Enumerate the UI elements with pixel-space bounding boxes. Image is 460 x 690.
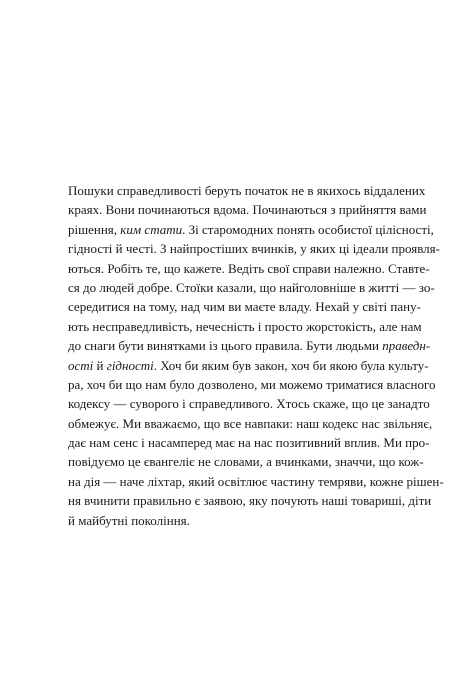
- text-segment: ня вчинити правильно є заявою, яку почують наші товариші, діти: [68, 493, 432, 509]
- italic-text: ким стати: [120, 221, 183, 237]
- text-segment: . Хоч би яким був закон, хоч би якою була культу-: [153, 357, 429, 373]
- text-line: [68, 414, 433, 433]
- text-segment: дає нам сенс і насамперед має на нас позитивний вплив. Ми про-: [68, 435, 430, 451]
- text-line: [68, 394, 430, 413]
- text-line: [68, 200, 427, 219]
- text-segment: кодексу — суворого і справедливого. Хтось скаже, що це занадто: [68, 396, 430, 412]
- text-line: [68, 317, 422, 336]
- text-segment: середитися на тому, над чим ви маєте владу. Нехай у світі пану-: [68, 299, 421, 315]
- text-line: [68, 375, 436, 394]
- text-segment: й майбутні покоління.: [68, 512, 190, 528]
- text-segment: й: [93, 357, 107, 373]
- text-segment: рішення,: [68, 221, 121, 237]
- italic-text: праведн-: [382, 338, 431, 354]
- italic-text: гідності: [106, 357, 154, 373]
- text-line: [68, 278, 435, 297]
- text-segment: до снаги бути винятками із цього правила. Бути людьми: [68, 338, 383, 354]
- text-segment: на дія — наче ліхтар, який освітлює частину темряви, кожне рішен-: [68, 473, 444, 489]
- italic-text: ості: [68, 357, 94, 373]
- text-segment: повідуємо це євангеліє не словами, а вчинками, значчи, що кож-: [68, 454, 424, 470]
- text-segment: Пошуки справедливості беруть початок не в якихось віддалених: [68, 183, 426, 198]
- text-segment: ра, хоч би що нам було дозволено, ми можемо триматися власного: [68, 376, 436, 392]
- text-segment: ються. Робіть те, що кажете. Ведіть свої справи належно. Ставте-: [68, 260, 430, 276]
- text-line: [68, 239, 440, 258]
- text-segment: обмежує. Ми вважаємо, що все навпаки: наш кодекс нас звільняє,: [68, 415, 433, 431]
- text-line: [68, 472, 444, 491]
- text-line: [68, 433, 430, 452]
- text-line: [68, 297, 421, 316]
- text-segment: . Зі старомодних понять особистої цілісності,: [182, 221, 434, 237]
- text-line: [68, 181, 426, 200]
- text-line: [68, 452, 424, 471]
- text-segment: ся до людей добре. Стоїки казали, що найголовніше в житті — зо-: [68, 279, 435, 295]
- text-line: [68, 356, 429, 375]
- text-line: [68, 336, 431, 355]
- text-line: [68, 259, 430, 278]
- text-segment: ють несправедливість, нечесність і просто жорстокість, але нам: [68, 318, 422, 334]
- text-line: [68, 491, 432, 510]
- body-paragraph: [68, 181, 444, 530]
- text-line: [68, 511, 396, 530]
- text-segment: гідності й честі. З найпростіших вчинків, у яких ці ідеали проявля-: [68, 241, 440, 257]
- text-segment: краях. Вони починаються вдома. Починаються з прийняття вами: [68, 202, 427, 218]
- text-line: [68, 220, 434, 239]
